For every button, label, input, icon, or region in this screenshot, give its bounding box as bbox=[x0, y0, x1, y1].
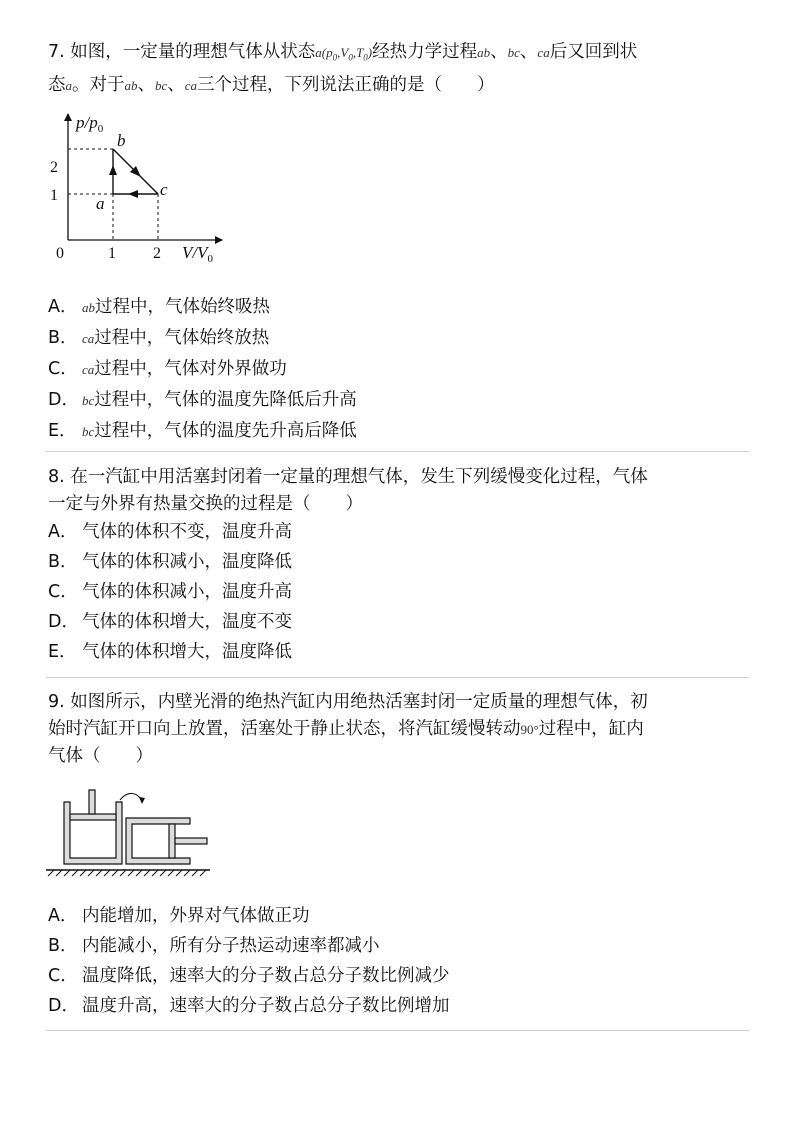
option-a[interactable]: A． 内能增加，外界对气体做正功 bbox=[48, 906, 310, 926]
option-d[interactable]: D． bc过程中，气体的温度先降低后升高 bbox=[48, 390, 357, 410]
ground-hatch bbox=[48, 870, 206, 876]
tick-label-x: 1 bbox=[108, 245, 116, 262]
state-expression: $a(p_0,V_0,T_0)$ bbox=[315, 45, 373, 63]
rotation-arrow bbox=[120, 793, 142, 802]
tick-label-x: 0 bbox=[56, 245, 64, 262]
question-7-options bbox=[48, 292, 748, 447]
option-c[interactable]: C． 气体的体积减小，温度升高 bbox=[48, 582, 292, 602]
rotation-arrowhead bbox=[139, 797, 145, 804]
question-7-stem: 7. 如图，一定量的理想气体从状态$a(p_0,V_0,T_0)$经热力学过程ab、bc、ca后又回到状 态a。对于ab、bc、ca三个过程，下列说法正确的是（ ） bbox=[48, 42, 638, 95]
option-b[interactable]: B． 气体的体积减小，温度降低 bbox=[48, 552, 292, 572]
option-a[interactable]: A． ab过程中，气体始终吸热 bbox=[48, 297, 270, 317]
stem-text: 经热力学过程 bbox=[372, 42, 478, 62]
cylinder-diagram bbox=[44, 784, 214, 884]
question-9-options bbox=[48, 901, 748, 1021]
divider bbox=[46, 451, 749, 452]
process-ca: ca bbox=[537, 45, 550, 60]
option-d[interactable]: D． 气体的体积增大，温度不变 bbox=[48, 612, 292, 632]
option-e[interactable]: E． 气体的体积增大，温度降低 bbox=[48, 642, 292, 662]
option-b[interactable]: B． 内能减小，所有分子热运动速率都减小 bbox=[48, 936, 380, 956]
question-8-stem: 8. 在一汽缸中用活塞封闭着一定量的理想气体，发生下列缓慢变化过程，气体 一定与外界有热量交换的过程是（ ） bbox=[48, 467, 648, 514]
option-e[interactable]: E． bc过程中，气体的温度先升高后降低 bbox=[48, 421, 357, 441]
question-8-options bbox=[48, 517, 748, 667]
option-b[interactable]: B． ca过程中，气体始终放热 bbox=[48, 328, 270, 348]
point-label-b: b bbox=[117, 131, 126, 150]
piston-rotated bbox=[169, 824, 207, 858]
point-label-a: a bbox=[96, 194, 105, 213]
question-7 bbox=[48, 39, 748, 99]
option-a[interactable]: A． 气体的体积不变，温度升高 bbox=[48, 522, 292, 542]
piston-upright bbox=[70, 790, 116, 820]
stem-text: 。对于 bbox=[72, 74, 125, 95]
x-axis-label: $V/V_0$ bbox=[182, 243, 213, 265]
y-axis-label: $p/p_0$ bbox=[76, 113, 104, 135]
divider bbox=[46, 1030, 749, 1031]
point-label-c: c bbox=[160, 180, 168, 199]
tick-label-y: 1 bbox=[50, 187, 58, 204]
tick-label-y: 2 bbox=[50, 159, 58, 176]
option-c[interactable]: C． 温度降低，速率大的分子数占总分子数比例减少 bbox=[48, 966, 450, 986]
pv-diagram bbox=[44, 108, 234, 268]
stem-text: 后又回到状 bbox=[549, 42, 638, 62]
state-a: a bbox=[65, 77, 72, 93]
process-bc: bc bbox=[507, 45, 520, 60]
question-9 bbox=[48, 689, 748, 770]
process-ab: ab bbox=[477, 45, 491, 60]
stem-text: 态 bbox=[48, 74, 66, 95]
stem-text: 三个过程，下列说法正确的是（ ） bbox=[197, 74, 495, 95]
question-9-stem: 9. 如图所示，内壁光滑的绝热汽缸内用绝热活塞封闭一定质量的理想气体，初 始时汽缸开口向上放置，活塞处于静止状态，将汽缸缓慢转动90°过程中，缸内 气体（ ） bbox=[48, 692, 648, 766]
arrow-ca bbox=[128, 190, 138, 198]
arrow-ab bbox=[109, 165, 117, 175]
tick-label-x: 2 bbox=[153, 245, 161, 262]
option-c[interactable]: C． ca过程中，气体对外界做功 bbox=[48, 359, 287, 379]
question-8 bbox=[48, 464, 748, 518]
stem-text: 7. 如图，一定量的理想气体从状态 bbox=[48, 42, 316, 62]
option-d[interactable]: D． 温度升高，速率大的分子数占总分子数比例增加 bbox=[48, 996, 450, 1016]
angle-value: 90° bbox=[520, 722, 539, 737]
divider bbox=[46, 677, 749, 678]
